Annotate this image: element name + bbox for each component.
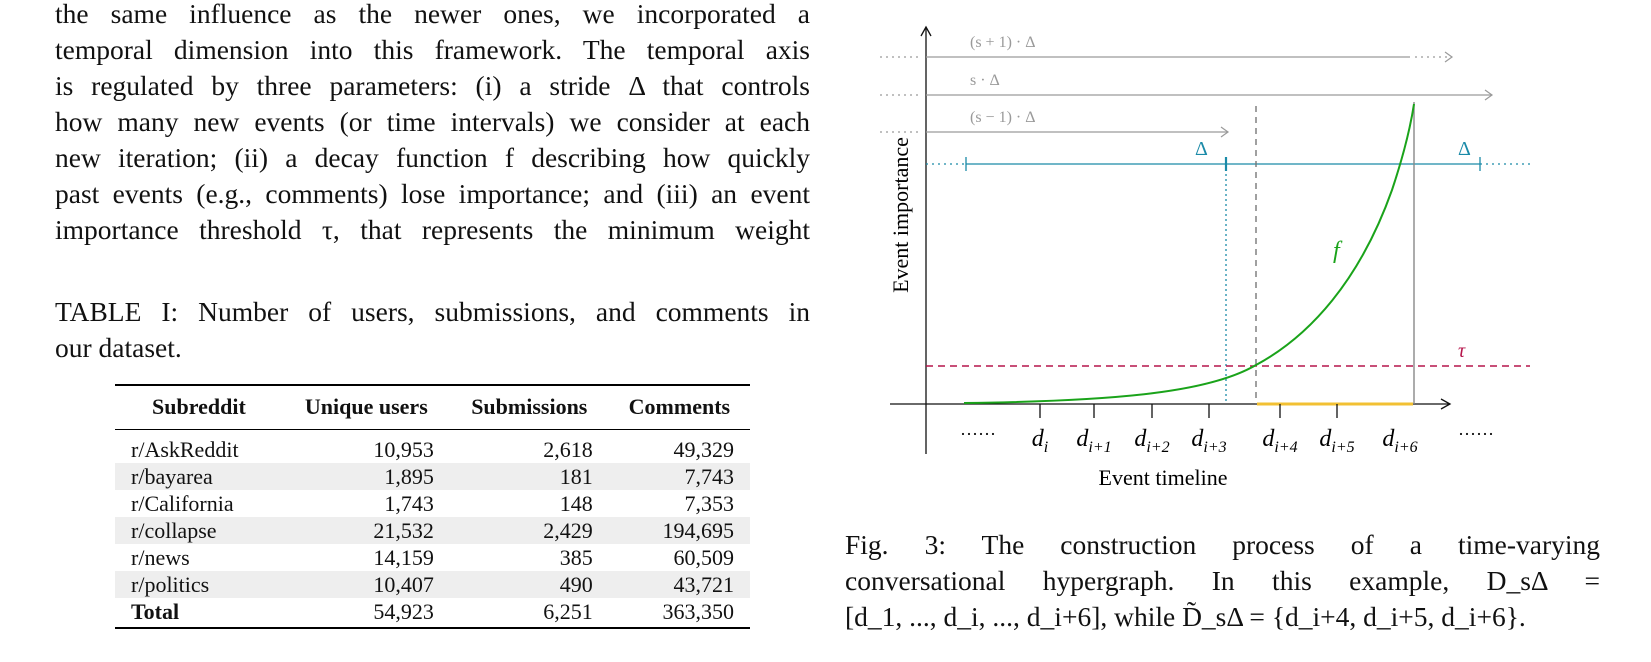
tick-label: $d_{i+1}$ — [1076, 426, 1112, 456]
window-label: s · Δ — [970, 72, 1000, 89]
figure-caption — [845, 527, 1600, 635]
cell-subreddit: r/AskReddit — [131, 437, 239, 462]
window-label: (s + 1) · Δ — [970, 34, 1036, 51]
cell-submissions: 385 — [559, 545, 593, 570]
window-label: (s − 1) · Δ — [970, 109, 1036, 126]
cell-comments: 43,721 — [609, 571, 750, 598]
cell-comments: 7,353 — [684, 491, 734, 516]
header-submissions: Submissions — [450, 385, 609, 430]
table-row — [115, 490, 750, 517]
f-label: f — [1333, 238, 1340, 264]
body-line: temporal dimension into this framework. The temporal axis — [55, 34, 810, 65]
cell-total-submissions: 6,251 — [543, 599, 593, 624]
body-line: is regulated by three parameters: (i) a stride Δ that controls — [55, 70, 810, 101]
timeline-figure — [880, 0, 1600, 500]
table-total-row — [115, 598, 750, 628]
table-caption-line: our dataset. — [55, 332, 182, 363]
table-row — [115, 463, 750, 490]
cell-users: 14,159 — [373, 545, 434, 570]
figure-caption-line: [d_1, ..., d_i, ..., d_i+6], while D̃_sΔ = {d_i+4, d_i+5, d_i+6}. — [845, 601, 1526, 632]
cell-users: 1,743 — [384, 491, 434, 516]
body-line: new iteration; (ii) a decay function f describing how quickly — [55, 142, 810, 173]
decay-curve — [964, 104, 1414, 403]
table-row — [115, 430, 750, 464]
delta-label: Δ — [1195, 138, 1208, 160]
cell-comments: 194,695 — [609, 517, 750, 544]
table-header-row — [115, 385, 750, 430]
cell-comments: 7,743 — [609, 463, 750, 490]
cell-subreddit: r/politics — [115, 571, 283, 598]
tick-label: $d_{i+6}$ — [1382, 426, 1418, 456]
cell-subreddit: r/collapse — [115, 517, 283, 544]
cell-subreddit: r/bayarea — [115, 463, 283, 490]
dots-left: ······ — [960, 424, 996, 444]
cell-subreddit: r/California — [131, 491, 234, 516]
tick-label: $d_i$ — [1031, 426, 1049, 456]
cell-users: 21,532 — [283, 517, 450, 544]
cell-submissions: 181 — [450, 463, 609, 490]
dots-right: ······ — [1458, 424, 1494, 444]
cell-users: 1,895 — [283, 463, 450, 490]
cell-total-comments: 363,350 — [662, 599, 734, 624]
header-unique-users: Unique users — [283, 385, 450, 430]
table-row — [115, 517, 750, 544]
cell-comments: 60,509 — [673, 545, 734, 570]
y-axis-label: Event importance — [888, 137, 913, 293]
table-row — [115, 571, 750, 598]
tau-label: τ — [1458, 340, 1466, 362]
cell-submissions: 2,429 — [450, 517, 609, 544]
cell-comments: 49,329 — [673, 437, 734, 462]
header-comments: Comments — [609, 385, 750, 430]
body-line: past events (e.g., comments) lose importance; and (iii) an event — [55, 178, 810, 209]
cell-subreddit: r/news — [131, 545, 190, 570]
delta-label: Δ — [1458, 138, 1471, 160]
body-line: how many new events (or time intervals) we consider at each — [55, 106, 810, 137]
header-subreddit: Subreddit — [115, 385, 283, 430]
cell-users: 10,407 — [283, 571, 450, 598]
figure-caption-line: Fig. 3: The construction process of a time-varying — [845, 529, 1600, 560]
tick-label: $d_{i+5}$ — [1319, 426, 1355, 456]
figure-caption-line: conversational hypergraph. In this example, D_sΔ = — [845, 565, 1600, 596]
tick-label: $d_{i+4}$ — [1262, 426, 1298, 456]
tick-label: $d_{i+2}$ — [1134, 426, 1170, 456]
cell-submissions: 490 — [450, 571, 609, 598]
body-line: importance threshold τ, that represents the minimum weight — [55, 214, 810, 245]
table-row — [115, 544, 750, 571]
table-caption-line: TABLE I: Number of users, submissions, and comments in — [55, 296, 810, 327]
cell-submissions: 2,618 — [543, 437, 593, 462]
cell-total-label: Total — [131, 599, 180, 624]
cell-submissions: 148 — [559, 491, 593, 516]
table-caption — [55, 294, 810, 366]
cell-total-users: 54,923 — [373, 599, 434, 624]
body-paragraph — [55, 0, 810, 248]
tick-label: $d_{i+3}$ — [1191, 426, 1227, 456]
x-axis-label: Event timeline — [1098, 465, 1228, 490]
dataset-table — [115, 384, 750, 629]
cell-users: 10,953 — [373, 437, 434, 462]
body-line: the same influence as the newer ones, we incorporated a — [55, 0, 810, 29]
